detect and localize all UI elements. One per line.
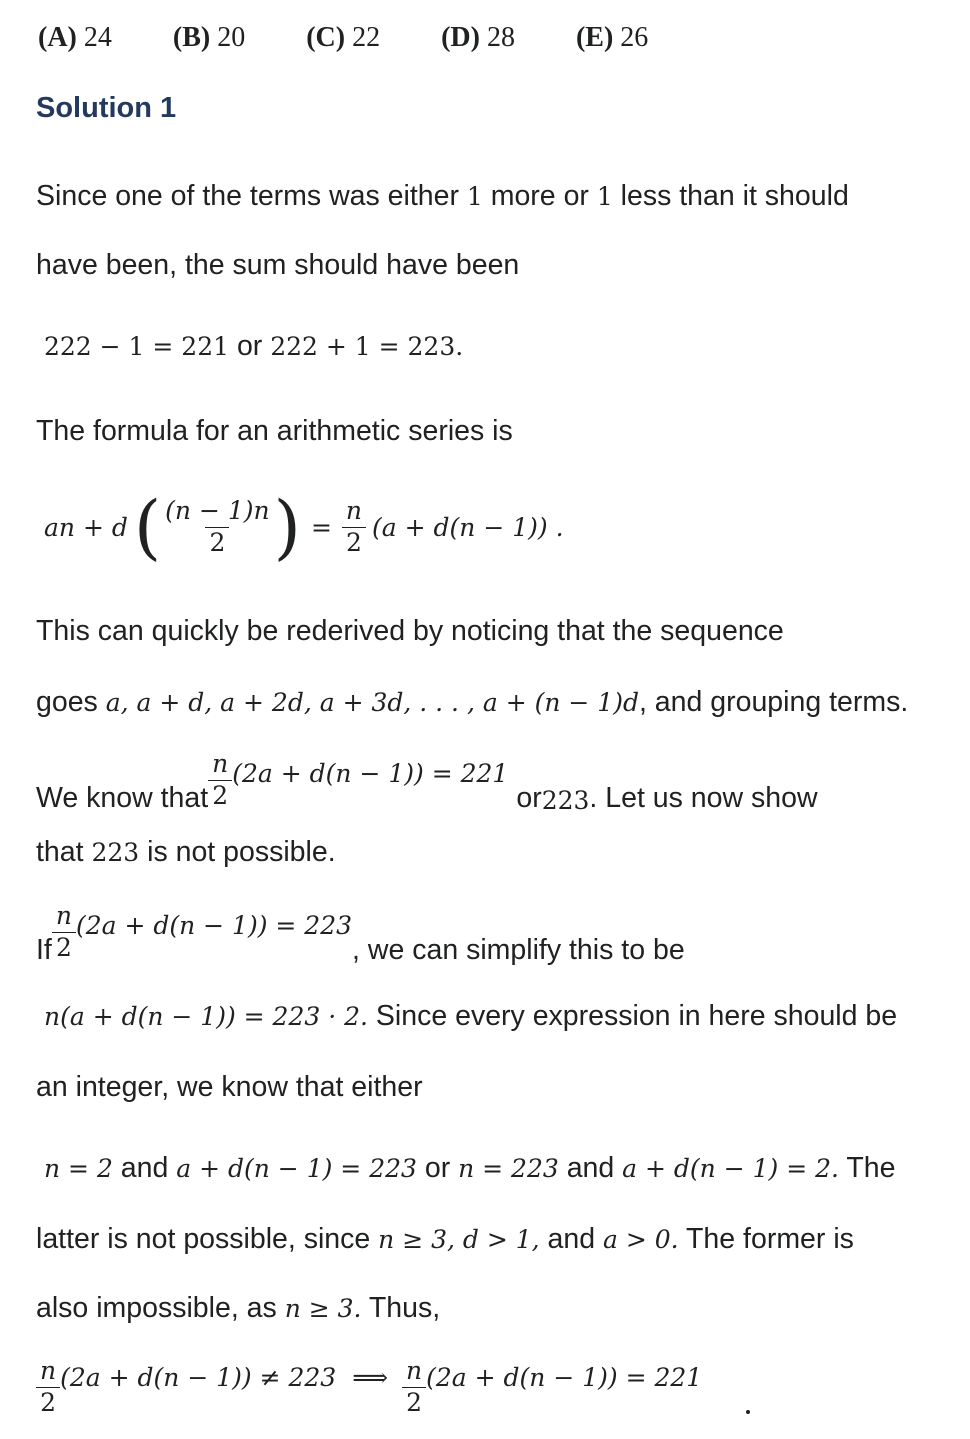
answer-choices [38, 22, 702, 54]
paragraph-1-line-1: Since one of the terms was either 1 more or 1 less than it should [36, 180, 849, 212]
equation-sums: 222 − 1 = 221 or 222 + 1 = 223. [44, 330, 464, 362]
choice-d: (D) 28 [441, 22, 515, 53]
paragraph-6-line-1: n(a + d(n − 1)) = 223 · 2. Since every expression in here should be [44, 1000, 898, 1032]
choice-e: (E) 26 [575, 22, 649, 53]
choice-c: (C) 22 [306, 22, 381, 53]
paragraph-7: n = 2 and a + d(n − 1) = 223 or n = 223 and a + d(n − 1) = 2. The [44, 1152, 896, 1184]
paragraph-4-line-2: that 223 is not possible. [36, 836, 336, 868]
period-dot [746, 1410, 750, 1414]
paragraph-8: latter is not possible, since n ≥ 3, d > 1, and a > 0. The former is [36, 1223, 854, 1255]
paragraph-1-line-2: have been, the sum should have been [36, 249, 520, 281]
series-formula: an + d ( $\frac{(n - 1)n}{2}$ ) = $\frac{n}{2}$ (a + d(n − 1)) . [44, 486, 564, 568]
paragraph-9: also impossible, as n ≥ 3. Thus, [36, 1292, 441, 1324]
paragraph-4-line-1: We know that $\frac{n}{2}$ (2a + d(n − 1)) = 221 or 223 . Let us now show [36, 749, 818, 815]
paragraph-3-line-2: goes a, a + d, a + 2d, a + 3d, . . . , a + (n − 1)d, and grouping terms. [36, 686, 909, 718]
paragraph-3-line-1: This can quickly be rederived by noticing that the sequence [36, 615, 784, 647]
paragraph-6-line-2: an integer, we know that either [36, 1071, 423, 1103]
paragraph-5: If $\frac{n}{2}$ (2a + d(n − 1)) = 223 , we can simplify this to be [36, 901, 685, 966]
choice-b: (B) 20 [172, 22, 246, 53]
paragraph-2: The formula for an arithmetic series is [36, 415, 513, 447]
final-implication: $\frac{n}{2}$ (2a + d(n − 1)) ≠ 223 ⟹ $\frac{n}{2}$ (2a + d(n − 1)) = 221 [36, 1352, 702, 1422]
solution-heading: Solution 1 [36, 92, 177, 124]
choice-a: (A) 24 [38, 22, 112, 53]
